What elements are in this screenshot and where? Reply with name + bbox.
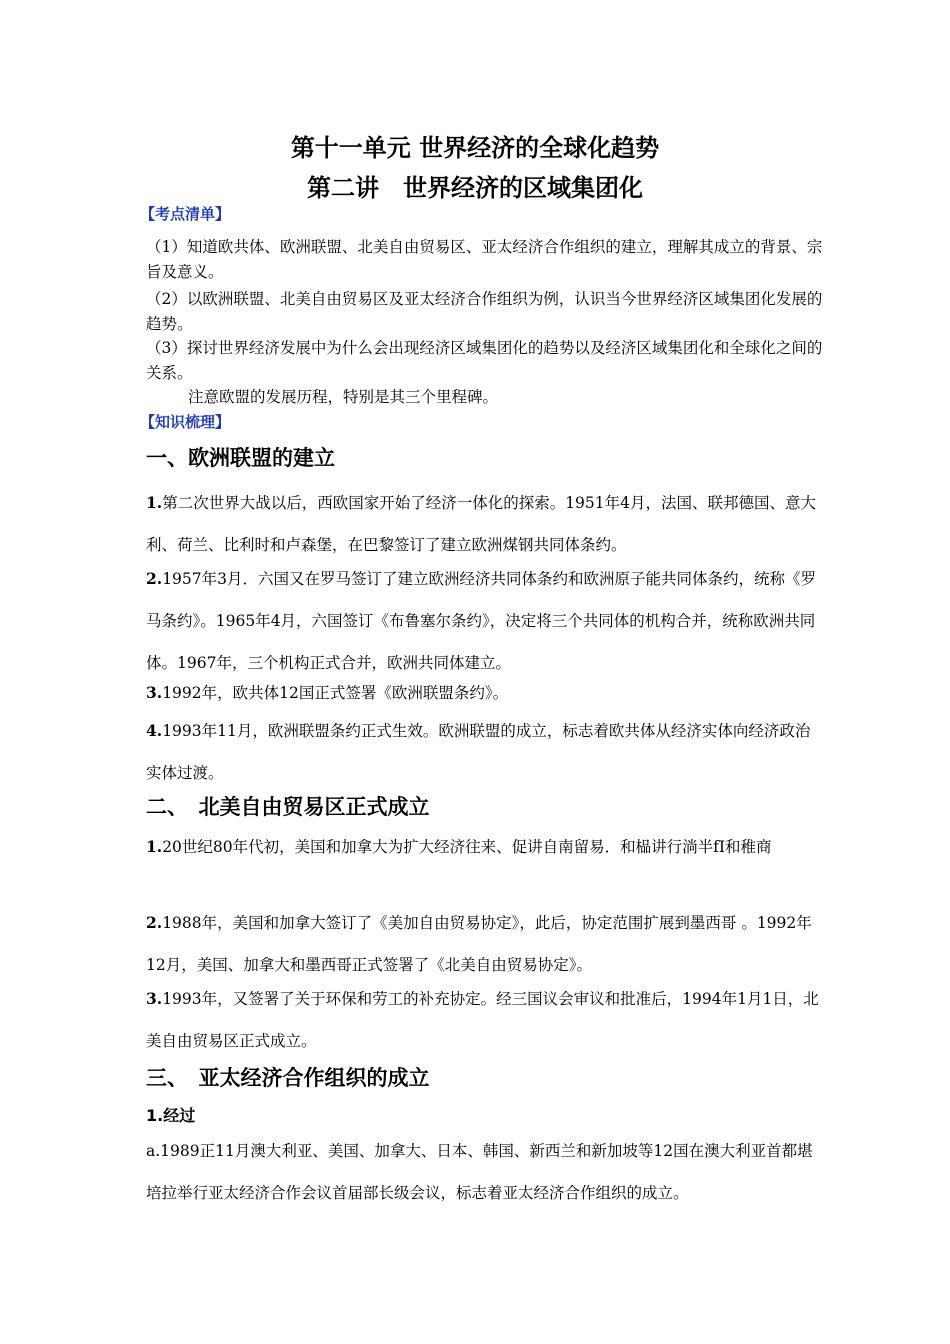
kaodian-label-text: 【考点清单】 — [140, 205, 231, 223]
objective-3: （3）探讨世界经济发展中为什么会出现经济区域集团化的趋势以及经济区域集团化和全球化之间的关系。 — [146, 339, 823, 382]
eu-para-2 — [146, 558, 822, 684]
eu-para-1 — [146, 482, 822, 566]
objective-note: 注意欧盟的发展历程，特别是其三个里程碑。 — [188, 388, 499, 406]
para-text: 1992年，欧共体12国正式签署《欧洲联盟条约》。 — [162, 684, 509, 702]
para-number: 2. — [146, 913, 163, 932]
eu-para-3 — [146, 672, 822, 714]
nafta-para-2 — [146, 902, 822, 986]
lecture-title: 第二讲 世界经济的区域集团化 — [307, 174, 643, 202]
para-number: 1. — [146, 493, 163, 512]
section-heading-nafta: 二、 北美自由贸易区正式成立 — [146, 795, 430, 819]
para-number: 1. — [146, 837, 163, 856]
para-text: 20世纪80年代初，美国和加拿大为扩大经济往来、促讲自南留易．和榀讲行淌半fI和稚商 — [162, 838, 772, 856]
kaodian-label — [140, 204, 230, 224]
section-heading-apec: 三、 亚太经济合作组织的成立 — [146, 1066, 430, 1090]
para-text: 第二次世界大战以后，西欧国家开始了经济一体化的探索。1951年4月，法国、联邦德国、意大利、荷兰、比利时和卢森堡，在巴黎签订了建立欧洲煤钢共同体条约。 — [146, 494, 816, 554]
para-number: 2. — [146, 569, 163, 588]
objective-2: （2）以欧洲联盟、北美自由贸易区及亚太经济合作组织为例，认识当今世界经济区域集团化发展的趋势。 — [146, 290, 823, 333]
para-text: a.1989正11月澳大利亚、美国、加拿大、日本、韩国、新西兰和新加坡等12国在澳大利亚首都堪培拉举行亚太经济合作会议首届部长级会议，标志着亚太经济合作组织的成立。 — [146, 1142, 813, 1202]
eu-para-4 — [146, 710, 822, 794]
unit-title: 第十一单元 世界经济的全球化趋势 — [290, 134, 660, 162]
nafta-para-1 — [146, 826, 822, 868]
nafta-para-3 — [146, 978, 822, 1062]
para-text: 1957年3月．六国又在罗马签订了建立欧洲经济共同体条约和欧洲原子能共同体条约，统称《罗马条约》。1965年4月，六国签订《布鲁塞尔条约》，决定将三个共同体的机构合并，统称欧洲共同体。1967年，三个机构正式合并，欧洲共同体建立。 — [146, 570, 816, 672]
section-heading-eu: 一、欧洲联盟的建立 — [146, 446, 335, 470]
para-text: 1993年11月，欧洲联盟条约正式生效。欧洲联盟的成立，标志着欧共体从经济实体向经济政治实体过渡。 — [146, 722, 811, 782]
zhishi-label — [140, 412, 230, 432]
para-number: 3. — [146, 683, 163, 702]
para-text: 1988年，美国和加拿大签订了《美加自由贸易协定》，此后，协定范围扩展到墨西哥 。1992年12月，美国、加拿大和墨西哥正式签署了《北美自由贸易协定》。 — [146, 914, 812, 974]
apec-subheading: 1.经过 — [146, 1106, 196, 1125]
para-text: 1993年，又签署了关于环保和劳工的补充协定。经三国议会审议和批准后，1994年1月1日，北美自由贸易区正式成立。 — [146, 990, 819, 1050]
apec-para-1 — [146, 1130, 822, 1214]
para-number: 4. — [146, 721, 163, 740]
zhishi-label-text: 【知识梳理】 — [140, 413, 231, 431]
para-number: 3. — [146, 989, 163, 1008]
objective-1: （1）知道欧共体、欧洲联盟、北美自由贸易区、亚太经济合作组织的建立，理解其成立的背景、宗旨及意义。 — [146, 238, 823, 281]
